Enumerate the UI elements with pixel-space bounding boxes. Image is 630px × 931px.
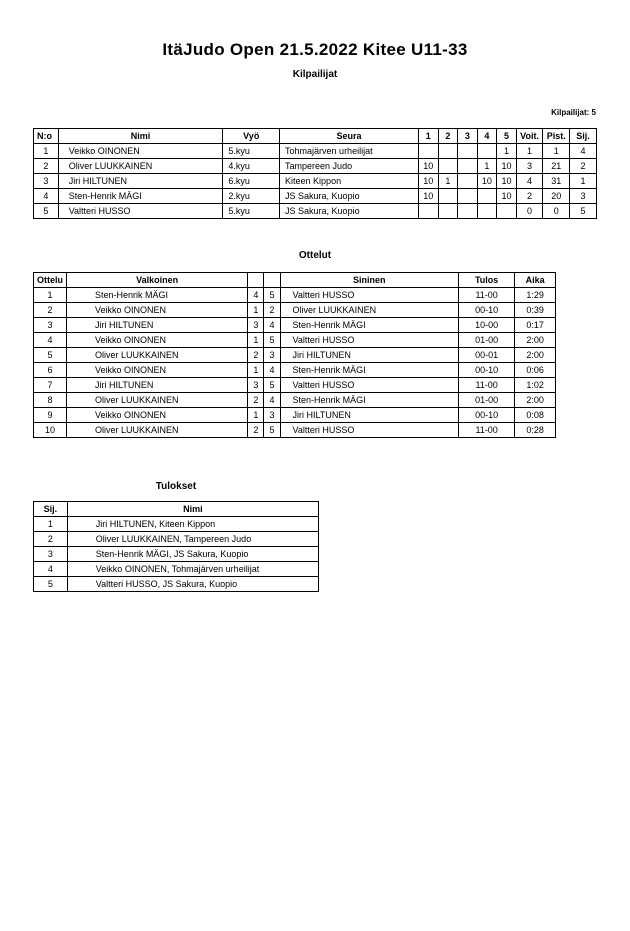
cell-name: Sten-Henrik MÄGI: [58, 189, 223, 204]
col-header-r5: 5: [497, 129, 517, 144]
cell-r4: [477, 189, 497, 204]
cell-wins: 3: [516, 159, 543, 174]
cell-blue: Valtteri HUSSO: [280, 423, 458, 438]
cell-r2: [438, 204, 458, 219]
cell-club: JS Sakura, Kuopio: [280, 189, 419, 204]
cell-wins: 2: [516, 189, 543, 204]
col-header-belt: Vyö: [223, 129, 280, 144]
cell-blue-seed: 4: [264, 363, 280, 378]
cell-result-name: Sten-Henrik MÄGI, JS Sakura, Kuopio: [67, 547, 318, 562]
cell-match-no: 8: [34, 393, 67, 408]
col-header-no: N:o: [34, 129, 59, 144]
cell-r3: [458, 159, 478, 174]
page-title: ItäJudo Open 21.5.2022 Kitee U11-33: [162, 40, 468, 59]
cell-rank: 5: [570, 204, 597, 219]
cell-match-no: 2: [34, 303, 67, 318]
table-row: [34, 378, 556, 393]
cell-r2: [438, 144, 458, 159]
cell-result: 11-00: [459, 288, 515, 303]
table-row: [34, 363, 556, 378]
cell-r3: [458, 189, 478, 204]
cell-points: 0: [543, 204, 570, 219]
cell-wins: 1: [516, 144, 543, 159]
cell-white: Jiri HILTUNEN: [67, 378, 248, 393]
cell-result-name: Jiri HILTUNEN, Kiteen Kippon: [67, 517, 318, 532]
col-header-blue-seed: [264, 273, 280, 288]
cell-blue: Sten-Henrik MÄGI: [280, 318, 458, 333]
table-row: [34, 288, 556, 303]
table-row: [34, 532, 319, 547]
cell-white: Oliver LUUKKAINEN: [67, 348, 248, 363]
table-row: [34, 547, 319, 562]
table-row: [34, 318, 556, 333]
cell-blue-seed: 5: [264, 288, 280, 303]
cell-rank: 4: [570, 144, 597, 159]
cell-blue: Valtteri HUSSO: [280, 333, 458, 348]
cell-time: 0:17: [515, 318, 556, 333]
cell-match-no: 10: [34, 423, 67, 438]
cell-r4: [477, 144, 497, 159]
cell-club: Tampereen Judo: [280, 159, 419, 174]
cell-no: 2: [34, 159, 59, 174]
col-header-time: Aika: [515, 273, 556, 288]
cell-white-seed: 1: [248, 408, 264, 423]
table-header-row: [34, 273, 556, 288]
cell-white: Oliver LUUKKAINEN: [67, 423, 248, 438]
cell-result-rank: 4: [34, 562, 68, 577]
table-row: [34, 333, 556, 348]
col-header-blue: Sininen: [280, 273, 458, 288]
col-header-rank: Sij.: [570, 129, 597, 144]
cell-white-seed: 2: [248, 348, 264, 363]
col-header-result: Tulos: [459, 273, 515, 288]
table-row: [34, 562, 319, 577]
cell-r2: [438, 189, 458, 204]
document-page: [0, 40, 630, 931]
cell-time: 0:08: [515, 408, 556, 423]
cell-rank: 3: [570, 189, 597, 204]
col-header-r2: 2: [438, 129, 458, 144]
competitors-table: [33, 128, 597, 219]
cell-result: 10-00: [459, 318, 515, 333]
table-row: [34, 577, 319, 592]
cell-match-no: 4: [34, 333, 67, 348]
cell-blue-seed: 5: [264, 423, 280, 438]
cell-match-no: 9: [34, 408, 67, 423]
results-table: [33, 501, 319, 592]
cell-r1: [419, 144, 439, 159]
col-header-club: Seura: [280, 129, 419, 144]
cell-white: Veikko OINONEN: [67, 408, 248, 423]
cell-match-no: 7: [34, 378, 67, 393]
matches-table: [33, 272, 556, 438]
cell-r3: [458, 144, 478, 159]
cell-name: Oliver LUUKKAINEN: [58, 159, 223, 174]
cell-belt: 5.kyu: [223, 144, 280, 159]
cell-wins: 4: [516, 174, 543, 189]
cell-r4: 1: [477, 159, 497, 174]
cell-belt: 2.kyu: [223, 189, 280, 204]
cell-name: Jiri HILTUNEN: [58, 174, 223, 189]
competitor-count-label: Kilpailijat: 5: [551, 108, 596, 117]
cell-time: 0:39: [515, 303, 556, 318]
cell-points: 1: [543, 144, 570, 159]
cell-r2: 1: [438, 174, 458, 189]
cell-blue: Jiri HILTUNEN: [280, 348, 458, 363]
cell-white-seed: 1: [248, 363, 264, 378]
cell-blue-seed: 3: [264, 408, 280, 423]
cell-time: 2:00: [515, 348, 556, 363]
cell-r3: [458, 204, 478, 219]
table-row: [34, 517, 319, 532]
competitors-heading: Kilpailijat: [292, 69, 338, 80]
cell-white-seed: 3: [248, 318, 264, 333]
cell-result-rank: 1: [34, 517, 68, 532]
cell-white-seed: 2: [248, 393, 264, 408]
cell-result: 11-00: [459, 423, 515, 438]
cell-blue: Jiri HILTUNEN: [280, 408, 458, 423]
cell-r5: [497, 204, 517, 219]
cell-blue-seed: 2: [264, 303, 280, 318]
table-row: [34, 189, 597, 204]
cell-white: Sten-Henrik MÄGI: [67, 288, 248, 303]
cell-white-seed: 4: [248, 288, 264, 303]
cell-blue: Sten-Henrik MÄGI: [280, 393, 458, 408]
cell-result: 01-00: [459, 333, 515, 348]
cell-wins: 0: [516, 204, 543, 219]
cell-club: Kiteen Kippon: [280, 174, 419, 189]
cell-match-no: 1: [34, 288, 67, 303]
cell-r1: 10: [419, 189, 439, 204]
cell-blue: Oliver LUUKKAINEN: [280, 303, 458, 318]
cell-time: 2:00: [515, 393, 556, 408]
table-row: [34, 204, 597, 219]
cell-result: 01-00: [459, 393, 515, 408]
cell-blue-seed: 5: [264, 333, 280, 348]
cell-rank: 2: [570, 159, 597, 174]
cell-white: Veikko OINONEN: [67, 303, 248, 318]
table-row: [34, 393, 556, 408]
col-header-name: Nimi: [58, 129, 223, 144]
table-row: [34, 174, 597, 189]
table-header-row: [34, 502, 319, 517]
cell-name: Valtteri HUSSO: [58, 204, 223, 219]
cell-blue-seed: 5: [264, 378, 280, 393]
table-row: [34, 348, 556, 363]
cell-time: 1:29: [515, 288, 556, 303]
table-row: [34, 303, 556, 318]
cell-points: 20: [543, 189, 570, 204]
cell-result-name: Oliver LUUKKAINEN, Tampereen Judo: [67, 532, 318, 547]
cell-points: 31: [543, 174, 570, 189]
cell-blue: Sten-Henrik MÄGI: [280, 363, 458, 378]
cell-result: 00-10: [459, 303, 515, 318]
cell-white: Veikko OINONEN: [67, 363, 248, 378]
cell-result: 00-01: [459, 348, 515, 363]
cell-no: 4: [34, 189, 59, 204]
cell-belt: 5.kyu: [223, 204, 280, 219]
col-header-points: Pist.: [543, 129, 570, 144]
cell-r5: 1: [497, 144, 517, 159]
cell-result-rank: 5: [34, 577, 68, 592]
col-header-r3: 3: [458, 129, 478, 144]
cell-no: 1: [34, 144, 59, 159]
table-row: [34, 159, 597, 174]
cell-r1: [419, 204, 439, 219]
cell-white-seed: 1: [248, 333, 264, 348]
col-header-white: Valkoinen: [67, 273, 248, 288]
cell-result: 11-00: [459, 378, 515, 393]
col-header-white-seed: [248, 273, 264, 288]
cell-white: Veikko OINONEN: [67, 333, 248, 348]
cell-r5: 10: [497, 174, 517, 189]
cell-r5: 10: [497, 159, 517, 174]
cell-no: 5: [34, 204, 59, 219]
cell-r1: 10: [419, 159, 439, 174]
table-row: [34, 144, 597, 159]
cell-r4: [477, 204, 497, 219]
col-header-wins: Voit.: [516, 129, 543, 144]
cell-time: 0:28: [515, 423, 556, 438]
table-row: [34, 408, 556, 423]
results-heading: Tulokset: [155, 481, 197, 492]
cell-rank: 1: [570, 174, 597, 189]
table-header-row: [34, 129, 597, 144]
cell-white-seed: 3: [248, 378, 264, 393]
cell-match-no: 3: [34, 318, 67, 333]
col-header-r1: 1: [419, 129, 439, 144]
cell-time: 2:00: [515, 333, 556, 348]
cell-no: 3: [34, 174, 59, 189]
cell-result-name: Valtteri HUSSO, JS Sakura, Kuopio: [67, 577, 318, 592]
cell-r5: 10: [497, 189, 517, 204]
col-header-match-no: Ottelu: [34, 273, 67, 288]
cell-white-seed: 1: [248, 303, 264, 318]
cell-blue-seed: 4: [264, 393, 280, 408]
cell-name: Veikko OINONEN: [58, 144, 223, 159]
cell-club: Tohmajärven urheilijat: [280, 144, 419, 159]
cell-white: Oliver LUUKKAINEN: [67, 393, 248, 408]
col-header-result-name: Nimi: [67, 502, 318, 517]
cell-blue-seed: 4: [264, 318, 280, 333]
cell-club: JS Sakura, Kuopio: [280, 204, 419, 219]
cell-result-rank: 3: [34, 547, 68, 562]
cell-points: 21: [543, 159, 570, 174]
cell-match-no: 5: [34, 348, 67, 363]
cell-belt: 4.kyu: [223, 159, 280, 174]
cell-r1: 10: [419, 174, 439, 189]
cell-match-no: 6: [34, 363, 67, 378]
cell-r2: [438, 159, 458, 174]
cell-white: Jiri HILTUNEN: [67, 318, 248, 333]
matches-heading: Ottelut: [298, 250, 332, 261]
cell-result-name: Veikko OINONEN, Tohmajärven urheilijat: [67, 562, 318, 577]
cell-blue: Valtteri HUSSO: [280, 378, 458, 393]
cell-result-rank: 2: [34, 532, 68, 547]
cell-time: 0:06: [515, 363, 556, 378]
cell-white-seed: 2: [248, 423, 264, 438]
cell-result: 00-10: [459, 363, 515, 378]
cell-result: 00-10: [459, 408, 515, 423]
cell-belt: 6.kyu: [223, 174, 280, 189]
cell-time: 1:02: [515, 378, 556, 393]
col-header-result-rank: Sij.: [34, 502, 68, 517]
cell-r4: 10: [477, 174, 497, 189]
col-header-r4: 4: [477, 129, 497, 144]
table-row: [34, 423, 556, 438]
cell-blue: Valtteri HUSSO: [280, 288, 458, 303]
cell-r3: [458, 174, 478, 189]
cell-blue-seed: 3: [264, 348, 280, 363]
